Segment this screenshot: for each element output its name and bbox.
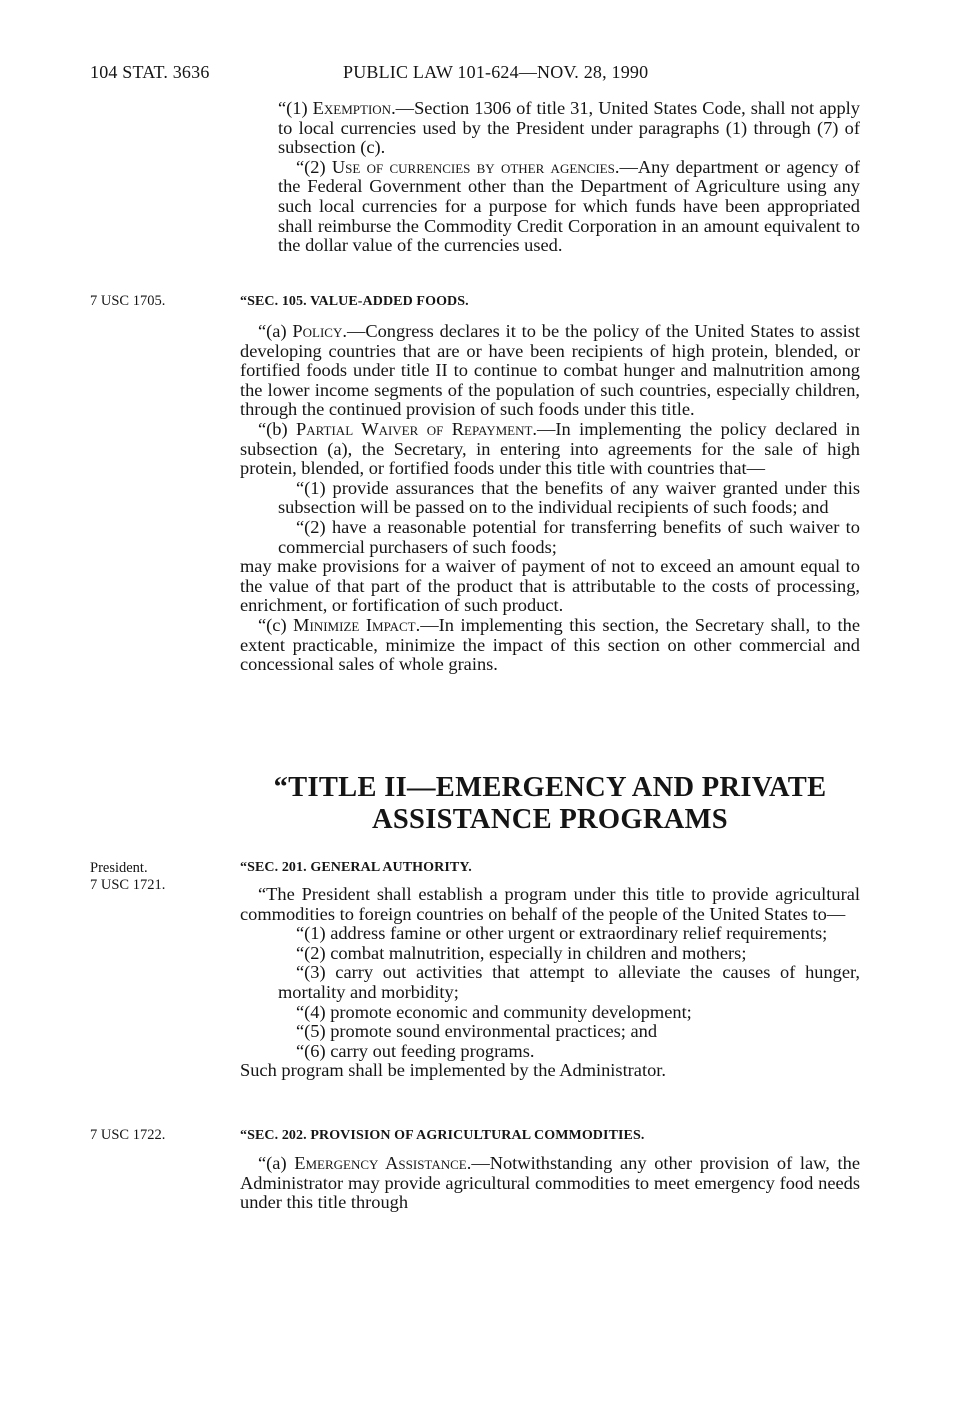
minimize-impact-heading: Minimize Impact. [293,614,421,635]
title-ii-line-1: “TITLE II—EMERGENCY AND PRIVATE [273,772,827,803]
stat-page-number: 104 STAT. 3636 [90,62,210,82]
paragraph-exemption: “(1) Exemption.—Section 1306 of title 31, United States Code, shall not apply to local currencies used by the President under paragraphs (1) through (7) of subsection (c). [278,98,860,158]
block-currency-provisions [240,99,860,256]
section-202-body [240,1154,860,1213]
margin-note-usc-1705: 7 USC 1705. [90,293,166,309]
section-201-closing: Such program shall be implemented by the Administrator. [240,1060,666,1081]
authority-item-2: “(2) combat malnutrition, especially in children and mothers; [296,942,747,963]
emergency-assistance-heading: Emergency Assistance. [294,1153,472,1173]
authority-item-6: “(6) carry out feeding programs. [296,1040,535,1061]
title-ii-line-2: ASSISTANCE PROGRAMS [372,804,728,835]
section-105-heading: “SEC. 105. VALUE-ADDED FOODS. [240,294,469,309]
paragraph-use-of-currencies: “(2) Use of currencies by other agencies.—Any department or agency of the Federal Government other than the Department of Agriculture using any such local currencies for a purpose for which funds have been appropriated shall reimburse the Commodity Credit Corporation in an amount equivalent to the dollar value of the currencies used. [278,156,860,256]
section-201-heading: “SEC. 201. GENERAL AUTHORITY. [240,860,472,875]
authority-item-3: “(3) carry out activities that attempt to alleviate the causes of hunger, mortality and morbidity; [278,962,860,1002]
section-201-body [240,885,860,1081]
margin-note-usc-1722: 7 USC 1722. [90,1127,166,1143]
waiver-item-2: “(2) have a reasonable potential for transferring benefits of such waiver to commercial purchasers of such foods; [278,516,860,557]
section-201-intro: “The President shall establish a program under this title to provide agricultural commodities to foreign countries on behalf of the people of the United States to— [240,884,860,924]
public-law-citation: PUBLIC LAW 101-624—NOV. 28, 1990 [343,62,649,82]
margin-note-president: President. [90,860,148,876]
authority-item-5: “(5) promote sound environmental practices; and [296,1021,658,1042]
waiver-item-1: “(1) provide assurances that the benefits of any waiver granted under this subsection will be passed on to the individual recipients of such foods; and [278,477,860,518]
authority-item-4: “(4) promote economic and community development; [296,1001,692,1022]
policy-heading: Policy. [292,321,347,341]
authority-item-1: “(1) address famine or other urgent or extraordinary relief requirements; [296,923,828,944]
section-202-heading: “SEC. 202. PROVISION OF AGRICULTURAL COMMODITIES. [240,1128,645,1143]
paragraph-partial-waiver: “(b) Partial Waiver of Repayment.—In implementing the policy declared in subsection (a), the Secretary, in entering into agreements for the sale of high protein, blended, or fortified foods under this title with countries that— [240,418,860,479]
running-header [90,62,860,88]
paragraph-emergency-assistance: “(a) Emergency Assistance.—Notwithstanding any other provision of law, the Administrator may provide agricultural commodities to meet emergency food needs under this title through [240,1153,861,1213]
partial-waiver-heading: Partial Waiver of Repayment. [296,418,538,439]
title-ii-heading [240,772,860,836]
margin-note-usc-1721: 7 USC 1721. [90,877,166,893]
paragraph-policy: “(a) Policy.—Congress declares it to be the policy of the United States to assist developing countries that are or have been recipients of high protein, blended, or fortified foods under title II to continue to combat hunger and malnutrition among the lower income segments of the population of such countries, especially children, through the continued provision of such foods under this title. [240,321,861,420]
use-of-currencies-heading: Use of currencies by other agencies. [331,156,620,177]
paragraph-minimize-impact: “(c) Minimize Impact.—In implementing this section, the Secretary shall, to the extent practicable, minimize the impact of this section on other commercial and concessional sales of whole grains. [240,614,860,675]
exemption-heading: Exemption. [312,98,396,118]
waiver-continuation: may make provisions for a waiver of payment of not to exceed an amount equal to the value of that part of the product that is attributable to the costs of processing, enrichment, or fortification of such product. [240,556,860,616]
section-105-body [240,322,860,675]
